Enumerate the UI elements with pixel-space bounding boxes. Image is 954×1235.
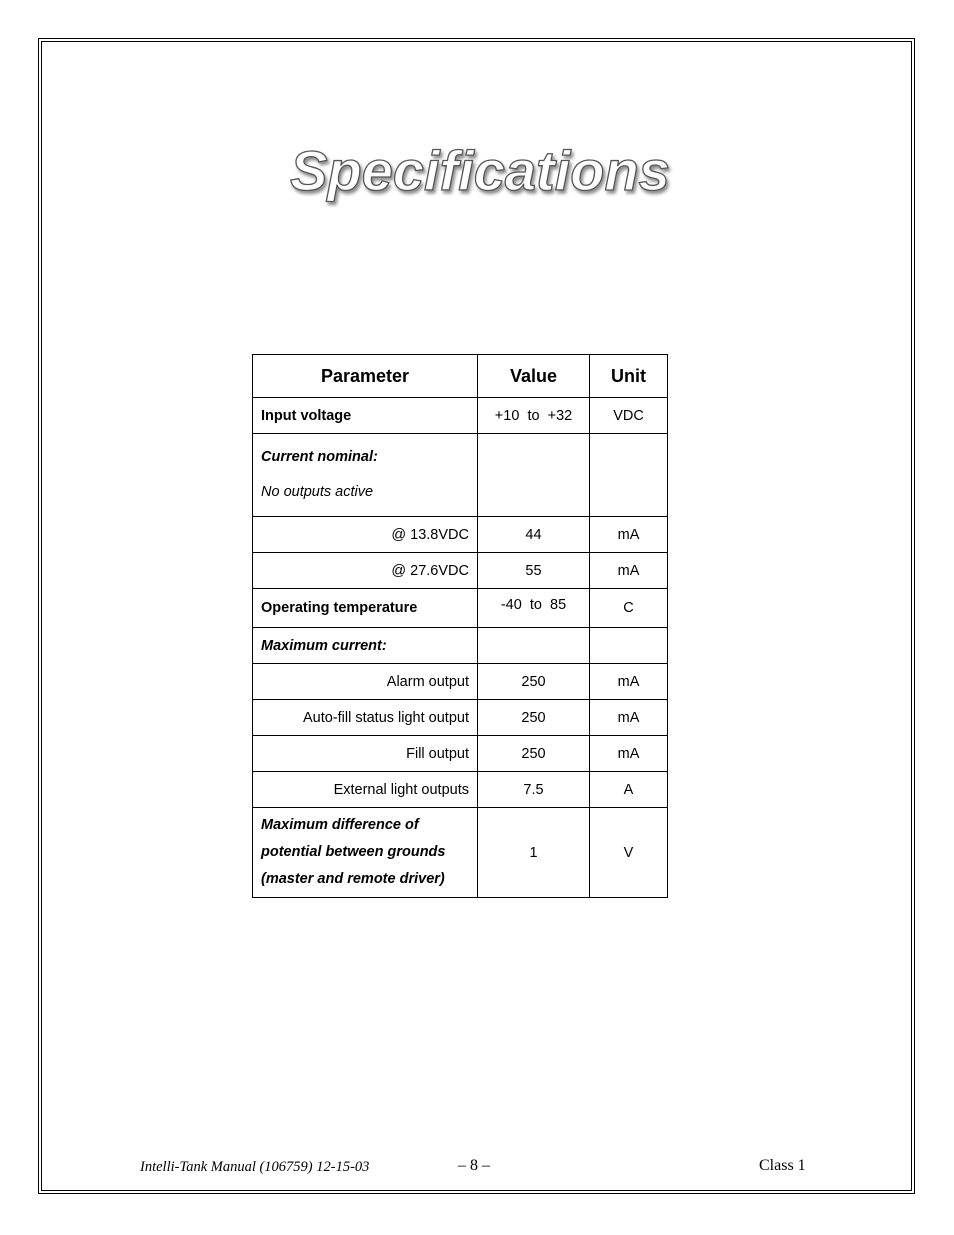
param-maximum-difference: [253, 808, 478, 898]
max-diff-line-1: Maximum difference of: [261, 817, 419, 833]
table-row: [253, 589, 668, 628]
current-nominal-label: Current nominal:: [261, 449, 378, 465]
param-alarm-output: Alarm output: [253, 664, 478, 700]
value-fill-output: 250: [478, 736, 590, 772]
table-row: [253, 434, 668, 517]
value-autofill-output: 250: [478, 700, 590, 736]
table-row: [253, 700, 668, 736]
footer-manual-title: Intelli-Tank Manual (106759) 12-15-03: [140, 1159, 370, 1175]
table-row: [253, 736, 668, 772]
table-header-row: [253, 355, 668, 398]
unit-fill-output: mA: [590, 736, 668, 772]
unit-autofill-output: mA: [590, 700, 668, 736]
unit-input-voltage: VDC: [590, 398, 668, 434]
table-row: [253, 398, 668, 434]
unit-external-light: A: [590, 772, 668, 808]
footer-page-number: – 8 –: [458, 1157, 490, 1174]
param-external-light: External light outputs: [253, 772, 478, 808]
max-diff-line-2: potential between grounds: [261, 844, 446, 860]
table-row: [253, 664, 668, 700]
param-current-nominal: [253, 434, 478, 517]
value-current-nominal: [478, 434, 590, 517]
value-input-voltage: +10 to +32: [478, 398, 590, 434]
value-13-8vdc: 44: [478, 517, 590, 553]
value-operating-temperature: -40 to 85: [478, 589, 590, 628]
table-row: [253, 808, 668, 898]
unit-operating-temperature: C: [590, 589, 668, 628]
value-maximum-current: [478, 628, 590, 664]
unit-maximum-difference: V: [590, 808, 668, 898]
unit-13-8vdc: mA: [590, 517, 668, 553]
param-fill-output: Fill output: [253, 736, 478, 772]
footer-class-label: Class 1: [759, 1157, 806, 1174]
param-input-voltage: Input voltage: [253, 398, 478, 434]
specifications-table: [252, 354, 668, 898]
value-27-6vdc: 55: [478, 553, 590, 589]
header-parameter: Parameter: [253, 355, 478, 398]
unit-27-6vdc: mA: [590, 553, 668, 589]
current-nominal-sub: No outputs active: [261, 484, 374, 500]
param-autofill-output: Auto-fill status light output: [253, 700, 478, 736]
header-unit: Unit: [590, 355, 668, 398]
table-row: [253, 517, 668, 553]
param-27-6vdc: @ 27.6VDC: [253, 553, 478, 589]
value-alarm-output: 250: [478, 664, 590, 700]
header-value: Value: [478, 355, 590, 398]
table-row: [253, 772, 668, 808]
unit-alarm-output: mA: [590, 664, 668, 700]
param-maximum-current: Maximum current:: [253, 628, 478, 664]
unit-maximum-current: [590, 628, 668, 664]
value-maximum-difference: 1: [478, 808, 590, 898]
page-title-text: Specifications: [290, 139, 670, 202]
param-operating-temperature: Operating temperature: [253, 589, 478, 628]
param-13-8vdc: @ 13.8VDC: [253, 517, 478, 553]
page-title: [270, 130, 690, 220]
unit-current-nominal: [590, 434, 668, 517]
value-external-light: 7.5: [478, 772, 590, 808]
max-diff-line-3: (master and remote driver): [261, 871, 445, 887]
table-row: [253, 553, 668, 589]
table-row: [253, 628, 668, 664]
